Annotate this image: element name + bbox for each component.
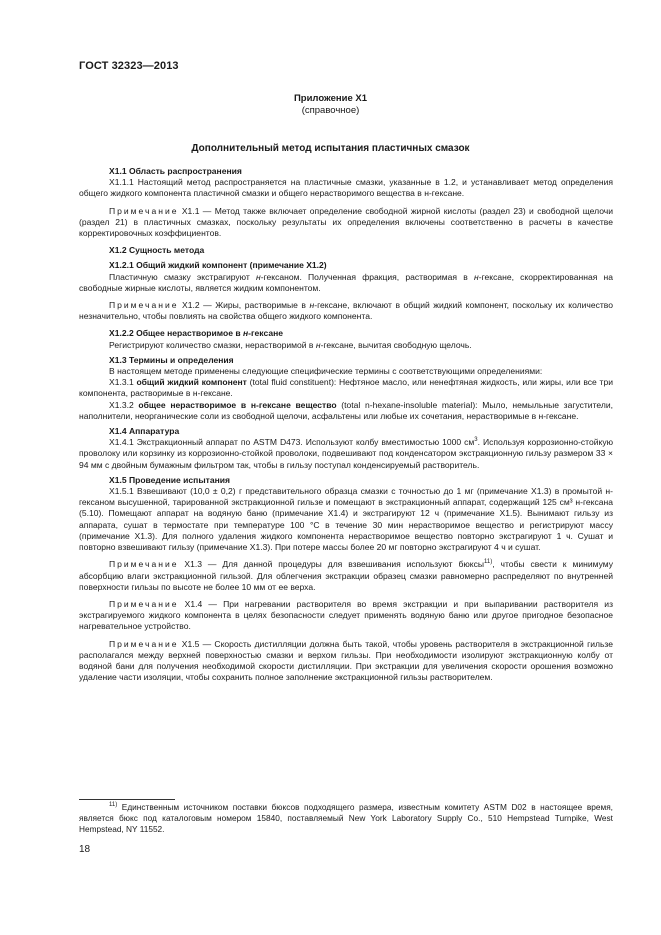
note-label: Примечание <box>109 598 179 609</box>
main-title: Дополнительный метод испытания пластичных смазок <box>191 143 470 154</box>
note-x1-2: Примечание Х1.2 — Жиры, растворимые в н-гексане, включают в общий жидкий компонент, поскольку их количество незначительно, чтобы повлиять на свойства общего жидкого компонента. <box>79 300 613 322</box>
section-heading-x1-4: Х1.4 Аппаратура <box>109 426 180 437</box>
footnote-mark: 11) <box>109 802 118 808</box>
note-label: Примечание <box>109 205 179 216</box>
footnote <box>79 802 613 835</box>
section-heading-x1-2: Х1.2 Сущность метода <box>109 245 205 256</box>
section-heading-x1-3: Х1.3 Термины и определения <box>109 354 234 365</box>
subsection-heading-x1-2-2: Х1.2.2 Общее нерастворимое в н-гексане <box>109 328 283 339</box>
appendix-subtitle: (справочное) <box>301 105 360 116</box>
definition-x1-3-2: Х1.3.2 общее нерастворимое в н-гексане вещество (total n-hexane-insoluble material): Мыло, немыльные загустители, наполнители, неорганические соли из свободной щелочи, асфальтены или любые их сочетания, нерастворимые в н-гексане. <box>79 399 614 421</box>
definition-x1-3-1: Х1.3.1 общий жидкий компонент (total fluid constituent): Нефтяное масло, или ненефтяная жидкость, или жиры, или все три компонента, растворимые в н-гексане. <box>79 377 613 399</box>
footnote-divider <box>79 799 175 800</box>
footnote-ref[interactable]: 11) <box>484 559 493 566</box>
paragraph-x1-2-1: Пластичную смазку экстрагируют н-гексаном. Полученная фракция, растворимая в н-гексане, скорректированная на свободные жирные кислоты, является жидким компонентом. <box>79 271 614 293</box>
subsection-heading-x1-2-1: Х1.2.1 Общий жидкий компонент (примечание Х1.2) <box>109 260 327 271</box>
section-heading-x1-1: Х1.1 Область распространения <box>109 166 242 176</box>
appendix-title: Приложение Х1 <box>293 93 368 104</box>
note-text: Х1.1 — Метод также включает определение свободной жирной кислоты (раздел 23) и свободной щелочи (раздел 21) в пластичных смазках, поскольку результаты их определения включены соответственно в расчеты в качестве корректировочных коэффициентов. <box>79 205 614 239</box>
paragraph-x1-4-1: Х1.4.1 Экстракционный аппарат по ASTM D473. Используют колбу вместимостью 1000 $см^3$. Используя коррозионно-стойкую проволоку или корзинку из коррозионно-стойкой проволоки, подвешивают под конденсатором экстракционную гильзу размером 33 × 94 мм с двойным бумажным фильтром так, чтобы в гильзу поступал конденсируемый растворитель. <box>79 437 613 470</box>
note-x1-4: Примечание Х1.4 — При нагревании растворителя во время экстракции и при выпаривании растворителя из экстрагируемого жидкого компонента в целях безопасности следует применять водяную баню или другое пригодное безопасное нагревательное устройство. <box>79 598 613 632</box>
note-label: Примечание <box>109 559 179 570</box>
note-x1-5: Примечание Х1.5 — Скорость дистилляции должна быть такой, чтобы уровень растворителя в экстракционной гильзе располагался между верхней поверхностью смазки и верхом гильзы. При необходимости изолируют экстракционную колбу от водяной бани для получения необходимой скорости дистилляции. При экстракции для увеличения скорости орошения возможно удаление части изоляции, чтобы сохранить полное заполнение экстракционной гильзы растворителем. <box>79 638 613 683</box>
paragraph-x1-5-1: Х1.5.1 Взвешивают (10,0 ± 0,2) г представительного образца смазки с точностью до 1 мг (примечание Х1.3) в промытой н-гексаном высушенной, тарированной экстракционной гильзе и помещают в экстракционный аппарат, содержащий 125 см³ н-гексана (5.10). Помещают аппарат на водяную баню (примечание Х1.4) и экстрагируют 12 ч (примечание Х1.5). Вынимают гильзу из аппарата, сушат в термостате при температуре 100 °С в течение 30 мин нерастворимое вещество и регистрируют массу (примечание Х1.3). Для полного удаления жидкого компонента нерастворимое вещество повторно экстрагируют 1 ч. Сушат и повторно взвешивают гильзу (примечание Х1.3). При потере массы более 20 мг повторно экстрагируют 4 ч и сушат. <box>79 486 613 553</box>
footnote-text: Единственным источником поставки бюксов подходящего размера, известным комитету ASTM D02 в настоящее время, является бюкс под каталоговым номером 15840, поставляемый New York Laboratory Supply Co., 510 Hempstead Turnpike, West Hempstead, NY 11552. <box>79 802 613 834</box>
document-body <box>79 166 613 689</box>
paragraph-x1-3-intro: В настоящем методе применены следующие специфические термины с соответствующими определениями: <box>109 366 543 377</box>
appendix-heading <box>0 93 661 117</box>
note-x1-1 <box>79 206 613 240</box>
page-number: 18 <box>79 844 91 855</box>
paragraph-x1-2-2: Регистрируют количество смазки, нерастворимой в н-гексане, вычитая свободную щелочь. <box>109 339 472 350</box>
note-label: Примечание <box>109 638 179 649</box>
document-header: ГОСТ 32323—2013 <box>79 60 179 72</box>
section-heading-x1-5: Х1.5 Проведение испытания <box>109 474 230 485</box>
paragraph-x1-1-1: Х1.1.1 Настоящий метод распространяется на пластичные смазки, указанные в 1.2, и устанавливает метод определения общего жидкого компонента пластичной смазки и общего нерастворимого вещества в н-гексане. <box>79 177 613 199</box>
note-label: Примечание <box>109 300 179 311</box>
note-x1-3: Примечание Х1.3 — Для данной процедуры для взвешивания используют бюксы$^{11)}$, чтобы свести к минимуму абсорбцию влаги экстракционной гильзой. Для облегчения экстракции образец смазки равномерно распределяют по внутренней поверхности гильзы по высоте не более 10 мм от ее верха. <box>79 559 613 592</box>
